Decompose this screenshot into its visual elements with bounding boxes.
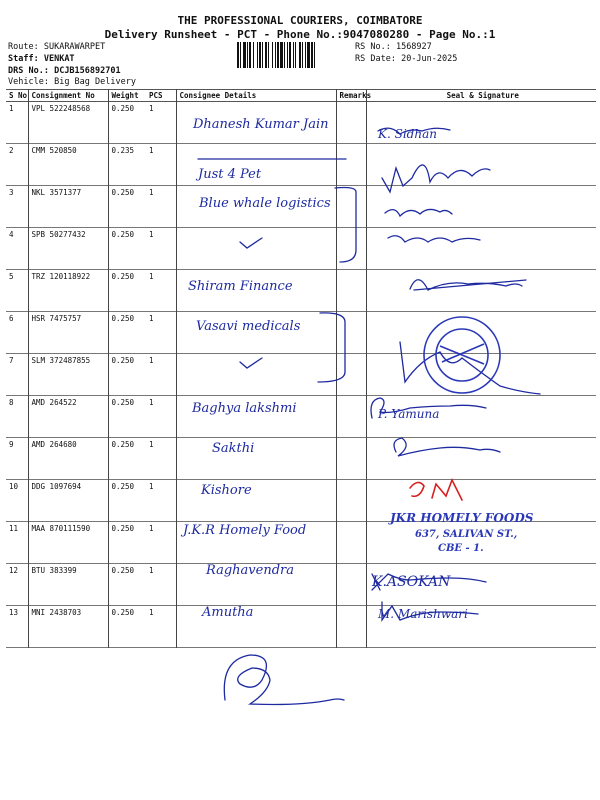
cell-pcs: 1	[149, 524, 154, 533]
cell-remarks	[336, 312, 366, 354]
cell-consignee	[176, 228, 336, 270]
barcode-bar	[284, 42, 285, 68]
cell-remarks	[336, 396, 366, 438]
cell-signature	[366, 396, 596, 438]
cell-remarks	[336, 438, 366, 480]
barcode-bar	[293, 42, 294, 68]
barcode-bar	[243, 42, 246, 68]
col-consignment: Consignment No	[28, 90, 108, 102]
cell-remarks	[336, 354, 366, 396]
barcode-bar	[247, 42, 248, 68]
col-pcs: PCS	[149, 91, 163, 100]
cell-weight: 0.250	[108, 228, 146, 270]
consignee-row3: Blue whale logistics	[199, 196, 331, 211]
barcode-bar	[275, 42, 276, 68]
cell-remarks	[336, 270, 366, 312]
cell-sno: 3	[9, 188, 14, 197]
cell-weight: 0.250	[108, 564, 146, 606]
vehicle-line	[8, 77, 136, 87]
table-row	[6, 522, 596, 564]
cell-consignment-no: SLM 372487855	[28, 354, 108, 396]
cell-pcs: 1	[149, 398, 154, 407]
cell-consignment-no: AMD 264522	[28, 396, 108, 438]
cell-weight: 0.250	[108, 186, 146, 228]
cell-signature	[366, 522, 596, 564]
barcode-bar	[314, 42, 315, 68]
cell-consignee	[176, 480, 336, 522]
cell-consignment-no: MNI 2438703	[28, 606, 108, 648]
barcode-bar	[268, 42, 269, 68]
barcode-bar	[265, 42, 267, 68]
table-row	[6, 186, 596, 228]
cell-weight: 0.250	[108, 522, 146, 564]
barcode-bar	[259, 42, 261, 68]
cell-consignment-no: TRZ 120118922	[28, 270, 108, 312]
col-weight: Weight	[108, 90, 146, 102]
cell-remarks	[336, 564, 366, 606]
table-row	[6, 396, 596, 438]
barcode-bar	[302, 42, 303, 68]
cell-sno: 9	[9, 440, 14, 449]
rs-date-value: 20-Jun-2025	[401, 54, 458, 64]
cell-signature	[366, 480, 596, 522]
cell-weight: 0.250	[108, 480, 146, 522]
signature-row1: K. Sidhan	[378, 127, 437, 141]
cell-sno: 10	[9, 482, 19, 491]
cell-consignee	[176, 606, 336, 648]
courier-signature	[224, 655, 344, 705]
consignee-row2: Just 4 Pet	[198, 167, 262, 182]
cell-pcs: 1	[149, 272, 154, 281]
barcode-bar	[253, 42, 254, 68]
consignee-row8: Baghya lakshmi	[192, 401, 297, 416]
barcode-bar	[262, 42, 263, 68]
cell-pcs: 1	[149, 146, 154, 155]
cell-consignment-no: MAA 870111590	[28, 522, 108, 564]
cell-pcs: 1	[149, 188, 154, 197]
rs-no-label: RS No.:	[355, 42, 391, 52]
cell-consignee	[176, 438, 336, 480]
cell-consignee	[176, 564, 336, 606]
barcode-bar	[299, 42, 301, 68]
cell-sno: 1	[9, 104, 14, 113]
col-signature: Seal & Signature	[366, 90, 596, 102]
cell-pcs: 1	[149, 314, 154, 323]
cell-pcs: 1	[149, 356, 154, 365]
rs-no-value: 1568927	[395, 42, 432, 52]
route-label: Route:	[8, 42, 39, 52]
consignee-row6: Vasavi medicals	[196, 319, 301, 334]
table-row	[6, 606, 596, 648]
runsheet-subtitle: Delivery Runsheet - PCT - Phone No.:9047080280 - Page No.:1	[104, 28, 496, 41]
consignee-row11: J.K.R Homely Food	[183, 523, 307, 538]
cell-consignee	[176, 144, 336, 186]
cell-pcs: 1	[149, 482, 154, 491]
cell-remarks	[336, 186, 366, 228]
cell-sno: 11	[9, 524, 19, 533]
cell-sno: 4	[9, 230, 14, 239]
consignee-row13: Amutha	[202, 605, 254, 620]
signature-row8: P. Yamuna	[378, 407, 440, 421]
staff-value: VENKAT	[43, 54, 75, 64]
cell-consignee	[176, 312, 336, 354]
meta-left	[8, 41, 121, 77]
cell-signature	[366, 438, 596, 480]
cell-pcs: 1	[149, 104, 154, 113]
cell-pcs: 1	[149, 608, 154, 617]
cell-consignee	[176, 396, 336, 438]
cell-consignment-no: AMD 264680	[28, 438, 108, 480]
cell-signature	[366, 144, 596, 186]
route-value: SUKARAWARPET	[43, 42, 106, 52]
barcode-bar	[249, 42, 251, 68]
vehicle-value: Big Bag Delivery	[54, 77, 136, 87]
cell-remarks	[336, 144, 366, 186]
cell-pcs: 1	[149, 230, 154, 239]
cell-consignment-no: HSR 7475757	[28, 312, 108, 354]
stamp-line2: 637, SALIVAN ST.,	[415, 529, 518, 540]
barcode-bar	[307, 42, 310, 68]
cell-consignee	[176, 102, 336, 144]
barcode-bar	[272, 42, 273, 68]
cell-remarks	[336, 480, 366, 522]
col-consignee: Consignee Details	[176, 90, 336, 102]
table-header	[6, 90, 596, 102]
cell-weight: 0.250	[108, 606, 146, 648]
cell-remarks	[336, 522, 366, 564]
cell-sno: 13	[9, 608, 19, 617]
col-remarks: Remarks	[336, 90, 366, 102]
consignee-row10: Kishore	[201, 483, 252, 498]
table-row	[6, 144, 596, 186]
consignee-row1: Dhanesh Kumar Jain	[193, 117, 329, 132]
barcode-bar	[280, 42, 283, 68]
barcode-bar	[287, 42, 288, 68]
cell-weight: 0.250	[108, 354, 146, 396]
staff-label: Staff:	[8, 54, 39, 64]
cell-consignment-no: SPB 50277432	[28, 228, 108, 270]
barcode-image	[237, 42, 347, 68]
cell-consignee	[176, 186, 336, 228]
barcode-bar	[311, 42, 313, 68]
table-row	[6, 312, 596, 354]
cell-signature	[366, 312, 596, 354]
table-row	[6, 564, 596, 606]
cell-consignee	[176, 270, 336, 312]
cell-signature	[366, 186, 596, 228]
barcode-bar	[237, 42, 239, 68]
cell-consignment-no: VPL 522248568	[28, 102, 108, 144]
cell-signature	[366, 564, 596, 606]
cell-sno: 7	[9, 356, 14, 365]
company-title: THE PROFESSIONAL COURIERS, COIMBATORE	[177, 14, 423, 27]
cell-consignment-no: CMM 520850	[28, 144, 108, 186]
cell-consignee	[176, 354, 336, 396]
rs-date-label: RS Date:	[355, 54, 396, 64]
cell-consignment-no: DDG 1097694	[28, 480, 108, 522]
col-sno: S No	[9, 91, 28, 100]
signature-row12: K.ASOKAN	[372, 574, 451, 590]
table-row	[6, 102, 596, 144]
cell-consignee	[176, 522, 336, 564]
cell-remarks	[336, 102, 366, 144]
table-row	[6, 354, 596, 396]
cell-sno: 8	[9, 398, 14, 407]
table-row	[6, 228, 596, 270]
table-row	[6, 270, 596, 312]
cell-sno: 2	[9, 146, 14, 155]
cell-weight: 0.235	[108, 144, 146, 186]
drs-label: DRS No.:	[8, 66, 49, 76]
meta-right	[355, 41, 457, 65]
barcode-bar	[277, 42, 279, 68]
consignee-row9: Sakthi	[212, 441, 255, 456]
cell-signature	[366, 228, 596, 270]
cell-pcs: 1	[149, 566, 154, 575]
barcode-bar	[305, 42, 306, 68]
cell-weight: 0.250	[108, 312, 146, 354]
cell-consignment-no: NKL 3571377	[28, 186, 108, 228]
cell-pcs: 1	[149, 440, 154, 449]
table-row	[6, 480, 596, 522]
stamp-line3: CBE - 1.	[438, 543, 484, 554]
cell-weight: 0.250	[108, 396, 146, 438]
vehicle-label: Vehicle:	[8, 77, 49, 87]
stamp-line1: JKR HOMELY FOODS	[390, 511, 534, 525]
barcode-bar	[240, 42, 241, 68]
consignee-row12: Raghavendra	[206, 563, 294, 578]
cell-sno: 5	[9, 272, 14, 281]
cell-signature	[366, 354, 596, 396]
barcode-bar	[295, 42, 296, 68]
consignee-row5: Shiram Finance	[188, 279, 293, 294]
barcode-bar	[289, 42, 291, 68]
runsheet-table	[6, 89, 596, 648]
cell-remarks	[336, 606, 366, 648]
drs-value: DCJB156892701	[54, 66, 121, 76]
cell-signature	[366, 102, 596, 144]
cell-signature	[366, 606, 596, 648]
cell-remarks	[336, 228, 366, 270]
cell-weight: 0.250	[108, 270, 146, 312]
signature-row13: M. Marishwari	[378, 607, 468, 621]
cell-sno: 6	[9, 314, 14, 323]
table-row	[6, 438, 596, 480]
cell-sno: 12	[9, 566, 19, 575]
barcode-bar	[257, 42, 258, 68]
cell-signature	[366, 270, 596, 312]
cell-consignment-no: BTU 383399	[28, 564, 108, 606]
cell-weight: 0.250	[108, 438, 146, 480]
cell-weight: 0.250	[108, 102, 146, 144]
